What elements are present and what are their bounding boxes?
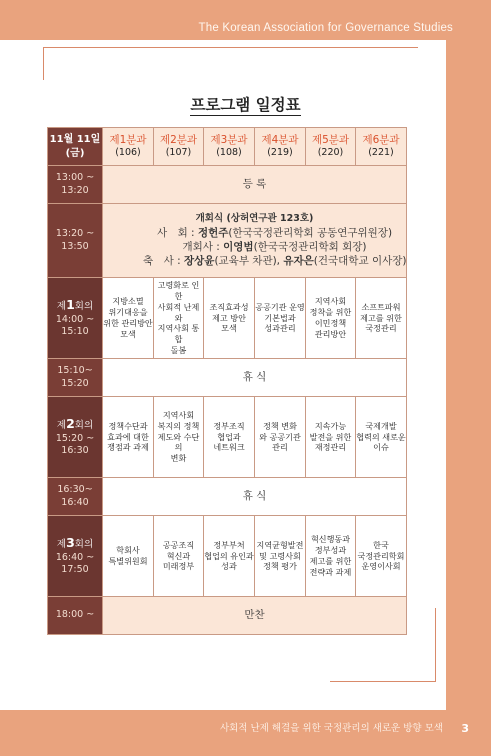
session-time-cell (48, 397, 103, 478)
session-room: (221) (368, 147, 394, 159)
session-topic (154, 516, 204, 597)
page-number: 3 (461, 722, 469, 735)
time-end: 16:40 (61, 496, 89, 508)
session-name: 제2분과 (159, 134, 198, 146)
schedule-table (47, 127, 407, 635)
break1-row (48, 359, 407, 397)
session-header (154, 128, 204, 166)
day-date: 11월 11일 (49, 134, 101, 145)
topic-line: 공공기관 운영 (255, 301, 305, 312)
session-room: (220) (317, 147, 344, 159)
decorative-line-left (43, 47, 44, 80)
topic-line: 와 공공기관 (259, 431, 301, 442)
decorative-line-bottom (330, 681, 436, 682)
session-topic (103, 397, 154, 478)
topic-line: 국정관리학회 (357, 550, 405, 561)
session-topic (356, 278, 407, 359)
session-time-cell (48, 278, 103, 359)
session-header (204, 128, 255, 166)
role-label: 축 사 : (143, 254, 184, 267)
time-start: 15:20 ~ (55, 432, 95, 444)
person-detail: (건국대학교 이사장) (313, 254, 407, 267)
person-name: 이영범 (223, 240, 254, 253)
time-cell (48, 359, 103, 397)
topic-line: 위기대응을 (108, 307, 148, 318)
opening-title: 개회식 (상허연구관 123호) (195, 212, 314, 224)
person-detail: (한국국정관리학회 회장) (253, 240, 367, 253)
topic-line: 관리방안 (314, 328, 347, 339)
topic-line: 네트워크 (213, 442, 245, 453)
session-topic (204, 516, 255, 597)
session-time-cell (48, 516, 103, 597)
time-end: 13:20 (61, 184, 89, 196)
session-topic (154, 397, 204, 478)
topic-line: 제고를 위한 (309, 556, 352, 566)
topic-line: 기본법과 (264, 312, 296, 323)
session-topic (306, 278, 356, 359)
session-topic (255, 278, 306, 359)
topic-line: 효과에 대한 (107, 431, 149, 442)
topic-line: 국제개발 (365, 420, 397, 431)
topic-line: 혁신행동과 (310, 534, 351, 545)
topic-line: 지역균형발전 (256, 539, 304, 550)
opening-address-line (103, 240, 406, 254)
topic-line: 사회적 난제와 (157, 301, 200, 323)
topic-line: 학회사 (116, 545, 140, 556)
dinner-row (48, 597, 407, 635)
day-weekday: (금) (65, 147, 85, 159)
time-cell (48, 166, 103, 204)
topic-line: 미래정부 (162, 561, 195, 572)
time-end: 17:50 (61, 564, 89, 576)
topic-line: 변화 (170, 453, 187, 464)
topic-line: 지역사회 (162, 409, 195, 420)
person-name: 장상윤 (184, 254, 215, 267)
decorative-line-right (435, 608, 436, 682)
session-header (356, 128, 407, 166)
registration-row (48, 166, 407, 204)
session-name: 제1분과 (109, 134, 147, 146)
topic-line: 협업과 (217, 431, 241, 442)
topic-line: 공공조직 (162, 539, 195, 550)
topic-line: 모색 (221, 323, 237, 334)
opening-row (48, 204, 407, 278)
topic-line: 조직효과성 (209, 301, 249, 312)
session2-row (48, 397, 407, 478)
session-topic (356, 397, 407, 478)
topic-line: 성과관리 (264, 323, 296, 334)
topic-line: 소프트파워 (361, 301, 401, 312)
topic-line: 및 고령사회 (259, 550, 301, 561)
topic-line: 이슈 (373, 442, 389, 453)
topic-line: 정부성과 (314, 545, 347, 556)
dinner-label: 만찬 (103, 597, 407, 635)
break-label: 휴 식 (103, 359, 407, 397)
topic-line: 성과 (221, 561, 237, 572)
time-end: 16:30 (61, 445, 89, 457)
session-topic (255, 516, 306, 597)
session-header (255, 128, 306, 166)
session-header (306, 128, 356, 166)
topic-line: 재정관리 (314, 442, 347, 453)
topic-line: 발전을 위한 (309, 431, 352, 442)
session-topic (306, 516, 356, 597)
topic-line: 제고를 위한 (360, 312, 402, 323)
session-room: (107) (165, 147, 192, 159)
time-cell (48, 204, 103, 278)
session-topic (306, 397, 356, 478)
time-start: 13:20 ~ (55, 227, 95, 239)
session-topic (255, 397, 306, 478)
opening-host-line (103, 226, 406, 240)
decorative-line-top (43, 47, 418, 48)
topic-line: 정부부처 (213, 539, 245, 550)
session3-row (48, 516, 407, 597)
topic-line: 지역사회 통합 (157, 323, 200, 345)
topic-line: 정책수단과 (108, 420, 148, 431)
role-label: 사 회 : (156, 226, 198, 239)
person-detail: (교육부 차관), (214, 254, 284, 267)
registration-label: 등 록 (103, 166, 407, 204)
topic-line: 혁신과 (166, 550, 191, 561)
topic-line: 고령화로 인한 (157, 279, 200, 301)
session-label: 제3회의 (56, 534, 94, 550)
session-name: 제3분과 (210, 134, 248, 146)
topic-line: 제도와 수단의 (157, 431, 200, 453)
session-room: (219) (267, 147, 293, 159)
session-name: 제5분과 (311, 134, 350, 146)
time-end: 15:20 (61, 377, 89, 389)
time-start: 14:00 ~ (55, 313, 95, 325)
person-detail: (한국국정관리학회 공동연구위원장) (228, 226, 393, 239)
topic-line: 관리 (272, 442, 288, 453)
topic-line: 정책 평가 (263, 561, 297, 572)
time-cell: 18:00 ~ (48, 597, 103, 635)
time-start: 16:40 ~ (55, 551, 95, 563)
person-name: 정헌주 (197, 226, 229, 239)
topic-line: 정부조직 (213, 420, 245, 431)
session-room: (108) (216, 147, 242, 159)
session-name: 제4분과 (261, 134, 299, 146)
session-header (103, 128, 154, 166)
topic-line: 모색 (120, 328, 136, 339)
session-topic (103, 516, 154, 597)
topic-line: 쟁점과 과제 (107, 442, 149, 453)
break2-row (48, 478, 407, 516)
person-name: 유자은 (283, 254, 314, 267)
topic-line: 전략과 과제 (309, 566, 352, 577)
session-label: 제1회의 (56, 296, 94, 312)
time-end: 15:10 (61, 326, 89, 338)
footer-subtitle: 사회적 난제 해결을 위한 국정관리의 새로운 방향 모색 (219, 723, 443, 734)
page-title-text: 프로그램 일정표 (190, 96, 301, 114)
topic-line: 지역사회 (314, 296, 347, 307)
topic-line: 정책 변화 (263, 420, 297, 431)
session-topic (154, 278, 204, 359)
header-row (48, 128, 407, 166)
session1-row (48, 278, 407, 359)
topic-line: 지속가능 (314, 420, 347, 431)
topic-line: 협업의 유인과 (204, 550, 254, 561)
session-name: 제6분과 (362, 134, 400, 146)
session-label: 제2회의 (56, 415, 94, 431)
session-room: (106) (115, 147, 141, 159)
header-org-name: The Korean Association for Governance Studies (198, 22, 453, 34)
opening-ceremony (103, 204, 407, 278)
opening-congrats-line (103, 254, 406, 268)
topic-line: 제고 방안 (212, 312, 246, 323)
topic-line: 위한 관리방안 (103, 318, 153, 328)
session-topic (204, 397, 255, 478)
day-header (48, 128, 103, 166)
time-end: 13:50 (61, 240, 89, 252)
time-cell (48, 478, 103, 516)
session-topic (103, 278, 154, 359)
topic-line: 정착을 위한 (309, 307, 352, 318)
topic-line: 한국 (373, 539, 389, 550)
time-start: 13:00 ~ (55, 171, 95, 183)
topic-line: 이민정책 (314, 318, 347, 328)
page-title (0, 93, 491, 115)
session-topic (204, 278, 255, 359)
time-start: 15:10~ (57, 364, 93, 376)
topic-line: 국정관리 (365, 323, 397, 334)
topic-line: 운영이사회 (361, 561, 401, 572)
session-topic (356, 516, 407, 597)
topic-line: 지방소멸 (112, 296, 144, 307)
topic-line: 특별위원회 (108, 556, 148, 566)
time-start: 16:30~ (57, 483, 93, 495)
topic-line: 협력의 새로운 (356, 431, 406, 442)
role-label: 개회사 : (182, 240, 224, 253)
break-label: 휴 식 (103, 478, 407, 516)
topic-line: 복지의 정책 (157, 420, 200, 431)
topic-line: 돌봄 (170, 345, 187, 356)
